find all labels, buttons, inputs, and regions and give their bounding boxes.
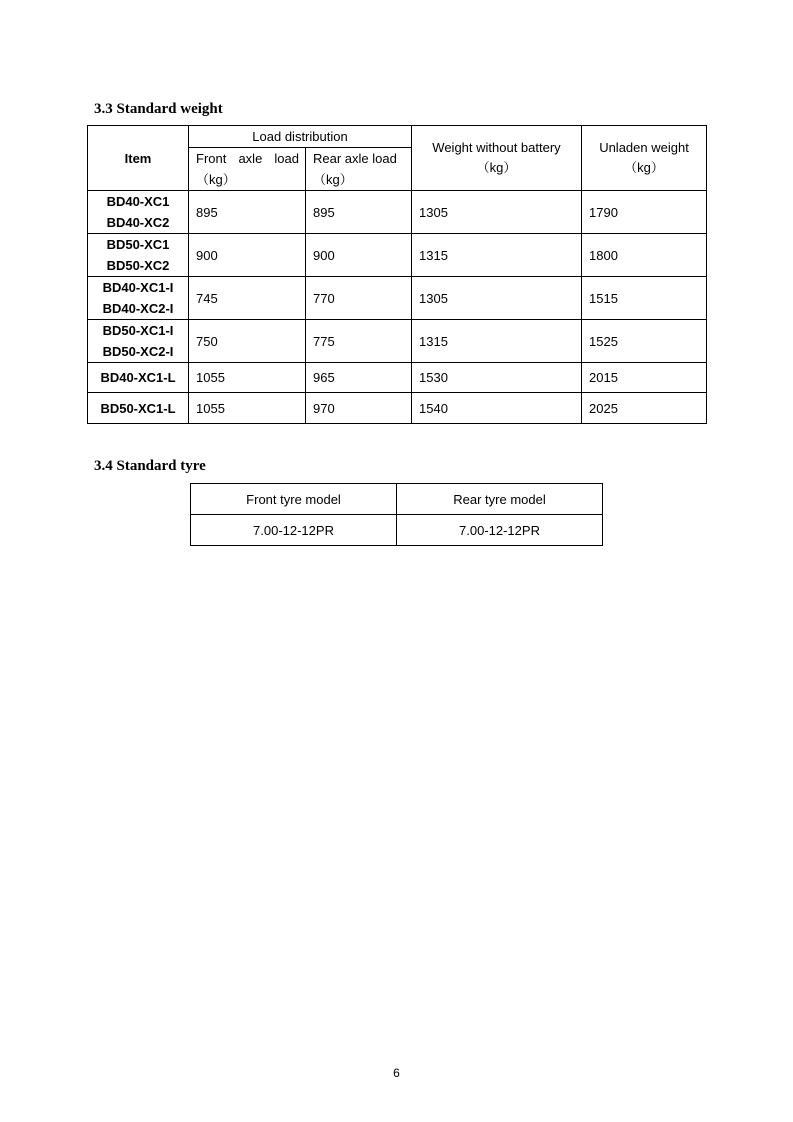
model-name: BD40-XC1-L <box>100 370 176 385</box>
header-front-axle-load <box>189 148 306 191</box>
header-rear-axle-load <box>306 148 412 191</box>
cell-front-axle: 895 <box>189 191 306 234</box>
cell-rear-axle: 900 <box>306 234 412 277</box>
model-name: BD50-XC2-I <box>102 344 174 359</box>
table-row <box>191 515 603 546</box>
header-item: Item <box>88 126 189 191</box>
cell-rear-tyre-model: 7.00-12-12PR <box>397 515 603 546</box>
row-models <box>88 320 189 363</box>
cell-unladen-weight: 2015 <box>582 363 707 393</box>
model-name: BD50-XC1-I <box>102 323 174 338</box>
section-heading-standard-weight: 3.3 Standard weight <box>94 101 223 117</box>
header-unladen-weight <box>582 126 707 191</box>
table-row <box>88 320 707 363</box>
header-rear-axle-label: Rear axle load <box>313 151 397 166</box>
page-number: 6 <box>393 1066 400 1080</box>
table-header-row <box>88 126 707 148</box>
cell-rear-axle: 895 <box>306 191 412 234</box>
model-name: BD40-XC1-I <box>102 280 174 295</box>
model-name: BD40-XC1 <box>106 194 170 209</box>
row-models <box>88 191 189 234</box>
cell-front-axle: 900 <box>189 234 306 277</box>
cell-weight-without-battery: 1305 <box>412 277 582 320</box>
table-row <box>88 393 707 424</box>
row-models <box>88 363 189 393</box>
header-rear-tyre-model: Rear tyre model <box>397 484 603 515</box>
table-row <box>88 363 707 393</box>
cell-weight-without-battery: 1530 <box>412 363 582 393</box>
table-row <box>88 191 707 234</box>
cell-weight-without-battery: 1315 <box>412 234 582 277</box>
table-row <box>88 277 707 320</box>
table-header-row <box>191 484 603 515</box>
model-name: BD50-XC2 <box>106 258 170 273</box>
row-models <box>88 234 189 277</box>
standard-tyre-table <box>190 483 603 546</box>
cell-rear-axle: 965 <box>306 363 412 393</box>
cell-rear-axle: 970 <box>306 393 412 424</box>
cell-weight-without-battery: 1540 <box>412 393 582 424</box>
header-front-axle-label: Front axle load <box>196 151 299 166</box>
model-name: BD50-XC1 <box>106 237 170 252</box>
model-name: BD40-XC2 <box>106 215 170 230</box>
row-models <box>88 277 189 320</box>
cell-unladen-weight: 1515 <box>582 277 707 320</box>
cell-unladen-weight: 1790 <box>582 191 707 234</box>
cell-front-tyre-model: 7.00-12-12PR <box>191 515 397 546</box>
header-weight-without-battery-label: Weight without battery <box>432 140 561 155</box>
cell-rear-axle: 770 <box>306 277 412 320</box>
cell-front-axle: 745 <box>189 277 306 320</box>
header-weight-without-battery <box>412 126 582 191</box>
cell-weight-without-battery: 1315 <box>412 320 582 363</box>
cell-unladen-weight: 1525 <box>582 320 707 363</box>
standard-weight-table <box>87 125 707 424</box>
model-name: BD50-XC1-L <box>100 400 176 416</box>
header-front-tyre-model: Front tyre model <box>191 484 397 515</box>
cell-rear-axle: 775 <box>306 320 412 363</box>
header-unladen-weight-unit: （kg） <box>624 160 664 175</box>
cell-unladen-weight: 1800 <box>582 234 707 277</box>
row-models <box>88 393 189 424</box>
header-weight-without-battery-unit: （kg） <box>476 160 517 175</box>
cell-front-axle: 1055 <box>189 393 306 424</box>
model-name: BD40-XC2-I <box>102 301 174 316</box>
cell-unladen-weight: 2025 <box>582 393 707 424</box>
header-load-distribution: Load distribution <box>189 126 412 148</box>
header-unladen-weight-label: Unladen weight <box>599 140 689 155</box>
cell-weight-without-battery: 1305 <box>412 191 582 234</box>
section-heading-standard-tyre: 3.4 Standard tyre <box>94 458 206 474</box>
cell-front-axle: 750 <box>189 320 306 363</box>
cell-front-axle: 1055 <box>189 363 306 393</box>
header-front-axle-unit: （kg） <box>196 172 236 187</box>
table-row <box>88 234 707 277</box>
header-rear-axle-unit: （kg） <box>313 172 353 187</box>
